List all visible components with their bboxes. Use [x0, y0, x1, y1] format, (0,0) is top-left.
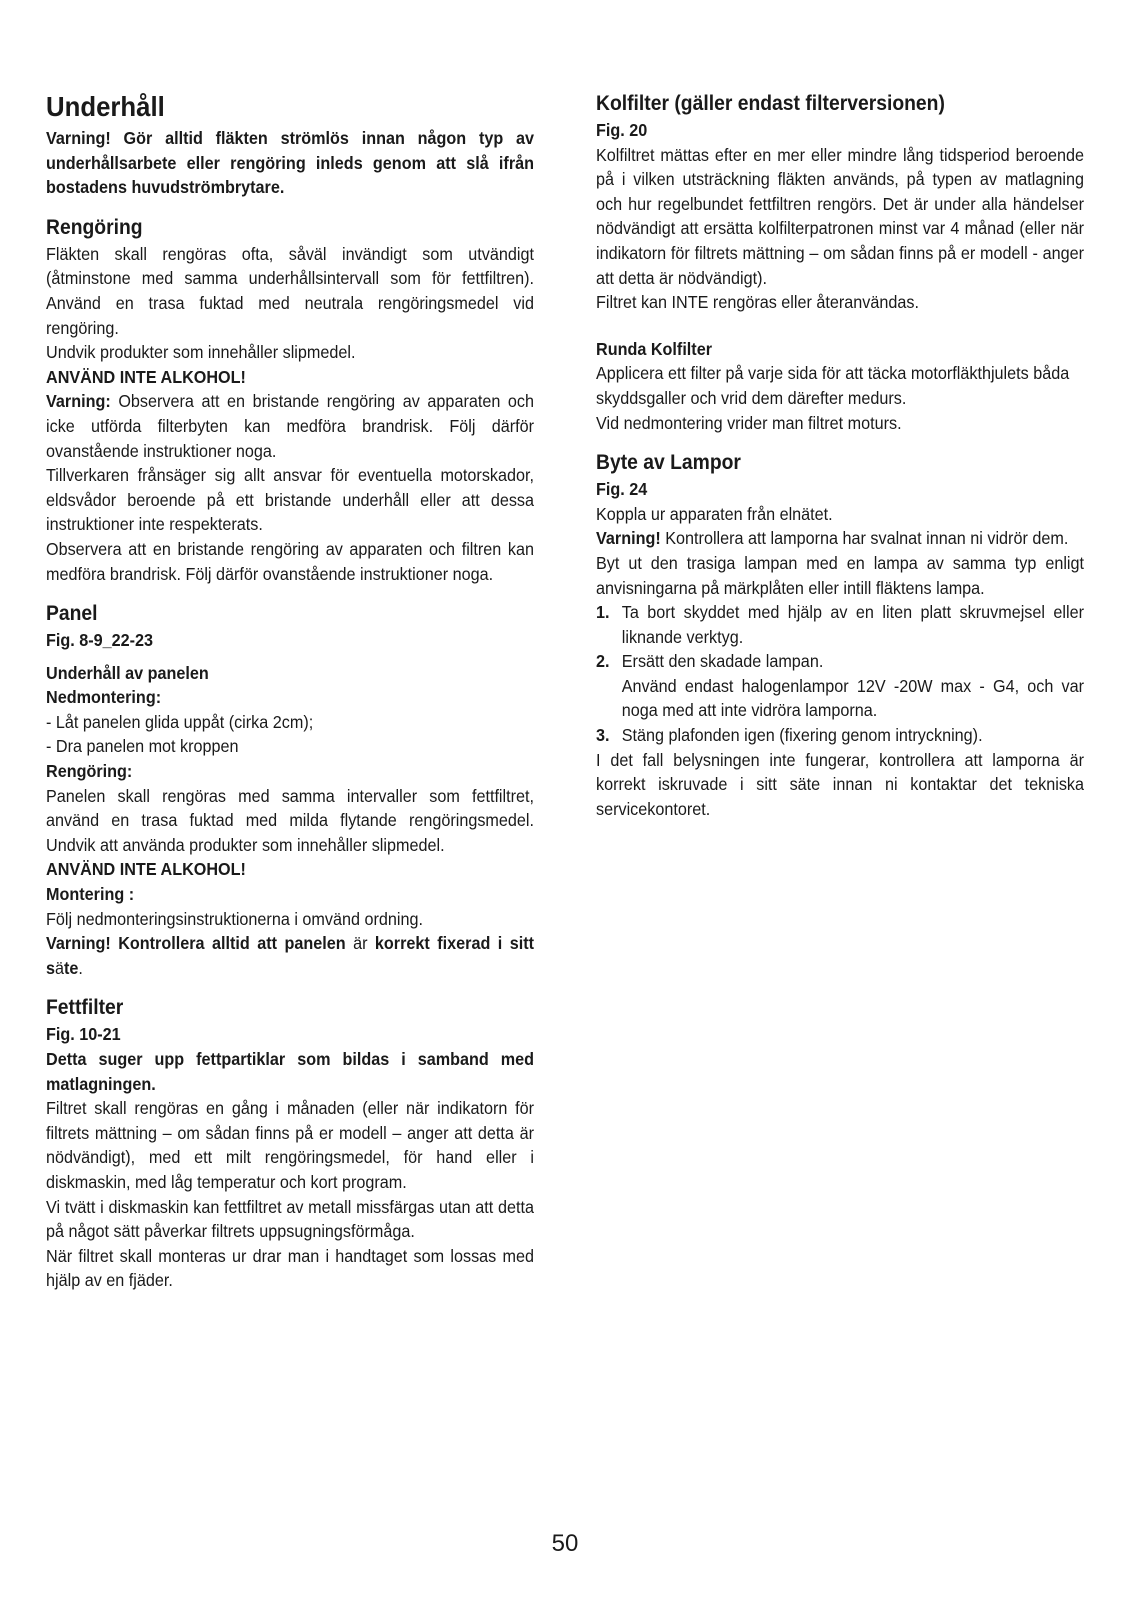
page-number: 50 — [551, 1530, 579, 1557]
lamps-step — [596, 723, 1084, 748]
cleaning-paragraph-1: Fläkten skall rengöras ofta, såväl invändigt som utvändigt (åtminstone med samma underhållsintervall som för fettfiltren). Använd en trasa fuktad med neutrala rengöringsmedel vid rengöring. — [46, 243, 535, 338]
panel-heading: Panel — [46, 602, 98, 626]
panel-warning-part-b: är — [353, 933, 368, 954]
carbon-filter-figure-ref: Fig. 20 — [596, 120, 648, 140]
panel-no-alcohol: ANVÄND INTE ALKOHOL! — [46, 859, 246, 880]
cleaning-paragraph-4: Observera att en bristande rengöring av apparaten och filtren kan medföra brandrisk. Följ därför ovanstående instruktioner noga. — [46, 538, 535, 584]
lamps-paragraph-3: I det fall belysningen inte fungerar, kontrollera att lamporna är korrekt iskruvade i sitt säte innan ni kontaktar det tekniska servicekontoret. — [596, 749, 1085, 819]
cleaning-no-alcohol: ANVÄND INTE ALKOHOL! — [46, 366, 246, 387]
panel-figure-ref: Fig. 8-9_22-23 — [46, 630, 154, 651]
panel-subheading: Underhåll av panelen — [46, 662, 209, 683]
panel-warning-part-d: ä — [55, 957, 65, 978]
lamps-step-text: Ta bort skyddet med hjälp av en liten platt skruvmejsel eller liknande verktyg. — [621, 602, 1085, 647]
panel-mounting-text: Följ nedmonteringsinstruktionerna i omvänd ordning. — [46, 908, 423, 929]
lamps-warning-label: Varning! — [596, 528, 661, 549]
lamps-step — [596, 600, 1084, 649]
panel-mounting-label: Montering : — [46, 884, 135, 905]
lamps-steps — [596, 600, 1084, 748]
lamps-step-number: 3. — [596, 725, 610, 746]
left-column — [46, 90, 534, 1293]
carbon-filter-paragraph-2: Filtret kan INTE rengöras eller återanvändas. — [596, 292, 919, 313]
grease-filter-paragraph-1: Filtret skall rengöras en gång i månaden (eller när indikatorn för filtrets mättning – om sådan finns på er modell – anger att detta är nödvändigt), med ett milt rengöringsmedel, för hand eller i diskmaskin, med låg temperatur och kort program. — [46, 1098, 535, 1192]
grease-filter-paragraph-2: Vi tvätt i diskmaskin kan fettfiltret av metall missfärgas utan att detta på något sätt påverkar filtrets uppsugningsförmåga. — [46, 1196, 535, 1242]
page-title: Underhåll — [46, 91, 165, 122]
panel-warning-part-f: . — [78, 957, 83, 978]
round-filter-heading: Runda Kolfilter — [596, 338, 713, 359]
panel-removal-step-1: - Låt panelen glida uppåt (cirka 2cm); — [46, 711, 314, 732]
carbon-filter-heading: Kolfilter (gäller endast filterversionen) — [596, 92, 945, 115]
panel-cleaning-text: Panelen skall rengöras med samma intervaller som fettfiltret, använd en trasa fuktad med milda flytande rengöringsmedel. Undvik att använda produkter som innehåller slipmedel. — [46, 785, 535, 855]
panel-cleaning-label: Rengöring: — [46, 761, 133, 782]
grease-filter-heading: Fettfilter — [46, 996, 124, 1020]
panel-warning-part-e: te — [64, 957, 79, 978]
cleaning-heading: Rengöring — [46, 215, 143, 239]
lamps-step-number: 1. — [596, 602, 610, 623]
grease-filter-paragraph-3: När filtret skall monteras ur drar man i handtaget som lossas med hjälp av en fjäder. — [46, 1245, 535, 1291]
carbon-filter-paragraph-1: Kolfiltret mättas efter en mer eller mindre lång tidsperiod beroende på i vilken utsträckning fläkten används, på typen av matlagning och hur regelbundet fettfiltren rengörs. Det är under alla händelser nödvändigt att ersätta kolfilterpatronen minst var 4 månad (eller när indikatorn för filtrets mättning – om sådan finns på er modell - anger att detta är nödvändigt). — [596, 144, 1085, 288]
lamps-step — [596, 674, 1084, 723]
lamps-step-text: Använd endast halogenlampor 12V -20W max - G4, och var noga med att inte vidröra lamporna. — [621, 675, 1085, 721]
cleaning-warning — [46, 389, 534, 463]
cleaning-warning-label: Varning: — [46, 391, 111, 412]
lamps-step-number: 2. — [596, 651, 610, 672]
lamps-paragraph-1: Koppla ur apparaten från elnätet. — [596, 503, 833, 524]
lamps-warning-text: Kontrollera att lamporna har svalnat innan ni vidrör dem. — [660, 528, 1069, 549]
round-filter-paragraph-2: Vid nedmontering vrider man filtret moturs. — [596, 412, 902, 433]
round-filter-paragraph-1: Applicera ett filter på varje sida för att täcka motorfläkthjulets båda skyddsgaller och vrid dem därefter medurs. — [596, 363, 1070, 408]
cleaning-paragraph-3: Tillverkaren frånsäger sig allt ansvar för eventuella motorskador, eldsvådor beroende på ett bristande underhåll eller att dessa instruktioner inte respekterats. — [46, 465, 535, 535]
grease-filter-figure-ref: Fig. 10-21 — [46, 1024, 121, 1045]
panel-warning-part-a: Varning! Kontrollera alltid att panelen — [46, 933, 354, 954]
intro-warning: Varning! Gör alltid fläkten strömlös innan någon typ av underhållsarbete eller rengöring inleds genom att slå ifrån bostadens huvudströmbrytare. — [46, 128, 535, 198]
lamps-step — [596, 649, 1084, 674]
lamps-paragraph-2: Byt ut den trasiga lampan med en lampa av samma typ enligt anvisningarna på märkplåten eller intill fläktens lampa. — [596, 552, 1085, 598]
lamps-step-number — [596, 674, 622, 723]
panel-removal-label: Nedmontering: — [46, 687, 162, 708]
lamps-heading: Byte av Lampor — [596, 451, 741, 475]
panel-removal-step-2: - Dra panelen mot kroppen — [46, 736, 239, 757]
lamps-figure-ref: Fig. 24 — [596, 479, 648, 500]
lamps-step-text: Stäng plafonden igen (fixering genom intryckning). — [621, 725, 983, 746]
cleaning-warning-text: Observera att en bristande rengöring av apparaten och icke utförda filterbyten kan medföra brandrisk. Följ därför ovanstående instruktioner noga. — [46, 391, 535, 461]
cleaning-paragraph-2: Undvik produkter som innehåller slipmedel. — [46, 342, 356, 363]
panel-warning-part-c: korrekt fixerad i sitt s — [46, 933, 535, 978]
panel-warning — [46, 931, 534, 980]
grease-filter-intro: Detta suger upp fettpartiklar som bildas i samband med matlagningen. — [46, 1049, 535, 1094]
lamps-warning — [596, 526, 1084, 551]
lamps-step-text: Ersätt den skadade lampan. — [621, 651, 824, 672]
right-column — [596, 90, 1084, 821]
